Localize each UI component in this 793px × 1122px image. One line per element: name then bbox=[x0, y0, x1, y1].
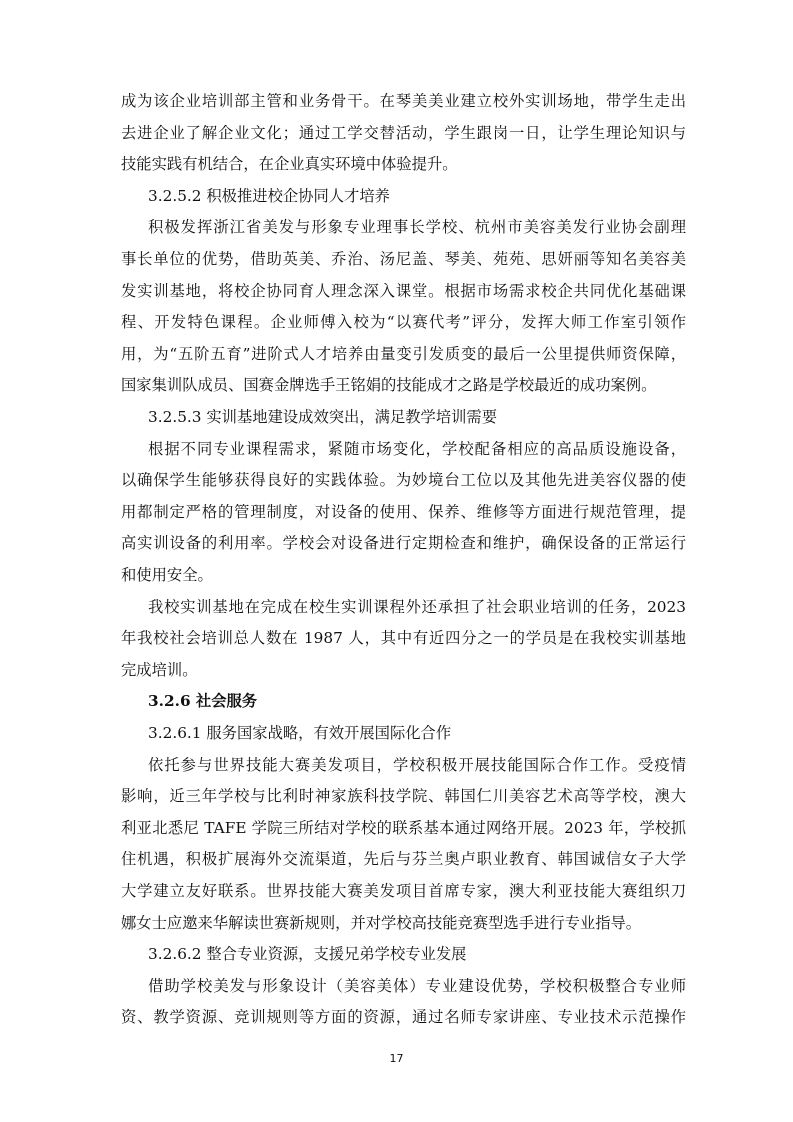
section-heading: 3.2.6.1 服务国家战略，有效开展国际化合作 bbox=[148, 724, 452, 742]
section-heading: 3.2.5.2 积极推进校企协同人才培养 bbox=[148, 186, 390, 205]
section-heading-bold: 3.2.6 社会服务 bbox=[148, 692, 258, 711]
section-heading: 3.2.5.3 实训基地建设成效突出，满足教学培训需要 bbox=[148, 408, 498, 426]
paragraph-line: 住机遇，积极扩展海外交流渠道，先后与芬兰奥卢职业教育、韩国诚信女子大学 bbox=[121, 850, 686, 869]
paragraph-line: 娜女士应邀来华解读世赛新规则，并对学校高技能竞赛型选手进行专业指导。 bbox=[121, 913, 642, 932]
paragraph-line: 完成培训。 bbox=[121, 660, 198, 679]
section-heading: 3.2.6.2 整合专业资源，支援兄弟学校专业发展 bbox=[148, 945, 467, 964]
paragraph-line: 大学建立友好联系。世界技能大赛美发项目首席专家，澳大利亚技能大赛组织刀 bbox=[121, 882, 686, 900]
paragraph-line: 高实训设备的利用率。学校会对设备进行定期检查和维护，确保设备的正常运行 bbox=[121, 534, 686, 553]
paragraph-line: 我校实训基地在完成在校生实训课程外还承担了社会职业培训的任务，2023 bbox=[148, 597, 686, 616]
paragraph-line: 程、开发特色课程。企业师傅入校为“以赛代考”评分，发挥大师工作室引领作 bbox=[121, 313, 686, 332]
paragraph-line: 成为该企业培训部主管和业务骨干。在琴美美业建立校外实训场地，带学生走出 bbox=[121, 92, 686, 110]
paragraph-line: 用都制定严格的管理制度，对设备的使用、保养、维修等方面进行规范管理，提 bbox=[121, 502, 686, 521]
paragraph-line: 依托参与世界技能大赛美发项目，学校积极开展技能国际合作工作。受疫情 bbox=[148, 755, 686, 774]
paragraph-line: 根据不同专业课程需求，紧随市场变化，学校配备相应的高品质设施设备， bbox=[148, 439, 686, 458]
page-number: 17 bbox=[389, 1052, 404, 1065]
paragraph-line: 影响，近三年学校与比利时神家族科技学院、韩国仁川美容艺术高等学校，澳大 bbox=[121, 787, 686, 806]
paragraph-line: 国家集训队成员、国赛金牌选手王铭娟的技能成才之路是学校最近的成功案例。 bbox=[121, 376, 657, 395]
paragraph-line: 和使用安全。 bbox=[121, 566, 213, 584]
paragraph-line: 去进企业了解企业文化；通过工学交替活动，学生跟岗一日，让学生理论知识与 bbox=[121, 123, 686, 142]
paragraph-line: 借助学校美发与形象设计（美容美体）专业建设优势，学校积极整合专业师 bbox=[148, 976, 686, 995]
paragraph-line: 资、教学资源、竞训规则等方面的资源，通过名师专家讲座、专业技术示范操作 bbox=[121, 1008, 686, 1027]
paragraph-line: 事长单位的优势，借助英美、乔治、汤尼盖、琴美、苑苑、思妍丽等知名美容美 bbox=[121, 250, 686, 268]
paragraph-line: 积极发挥浙江省美发与形象专业理事长学校、杭州市美容美发行业协会副理 bbox=[148, 218, 686, 237]
paragraph-line: 发实训基地，将校企协同育人理念深入课堂。根据市场需求校企共同优化基础课 bbox=[121, 281, 686, 300]
paragraph-line: 技能实践有机结合，在企业真实环境中体验提升。 bbox=[121, 155, 458, 174]
paragraph-line: 以确保学生能够获得良好的实践体验。为妙境台工位以及其他先进美容仪器的使 bbox=[121, 471, 686, 490]
paragraph-line: 年我校社会培训总人数在 1987 人，其中有近四分之一的学员是在我校实训基地 bbox=[121, 629, 686, 648]
paragraph-line: 用，为“五阶五育”进阶式人才培养由量变引发质变的最后一公里提供师资保障， bbox=[121, 344, 686, 363]
paragraph-line: 利亚北悉尼 TAFE 学院三所结对学校的联系基本通过网络开展。2023 年，学校抓 bbox=[121, 818, 686, 837]
